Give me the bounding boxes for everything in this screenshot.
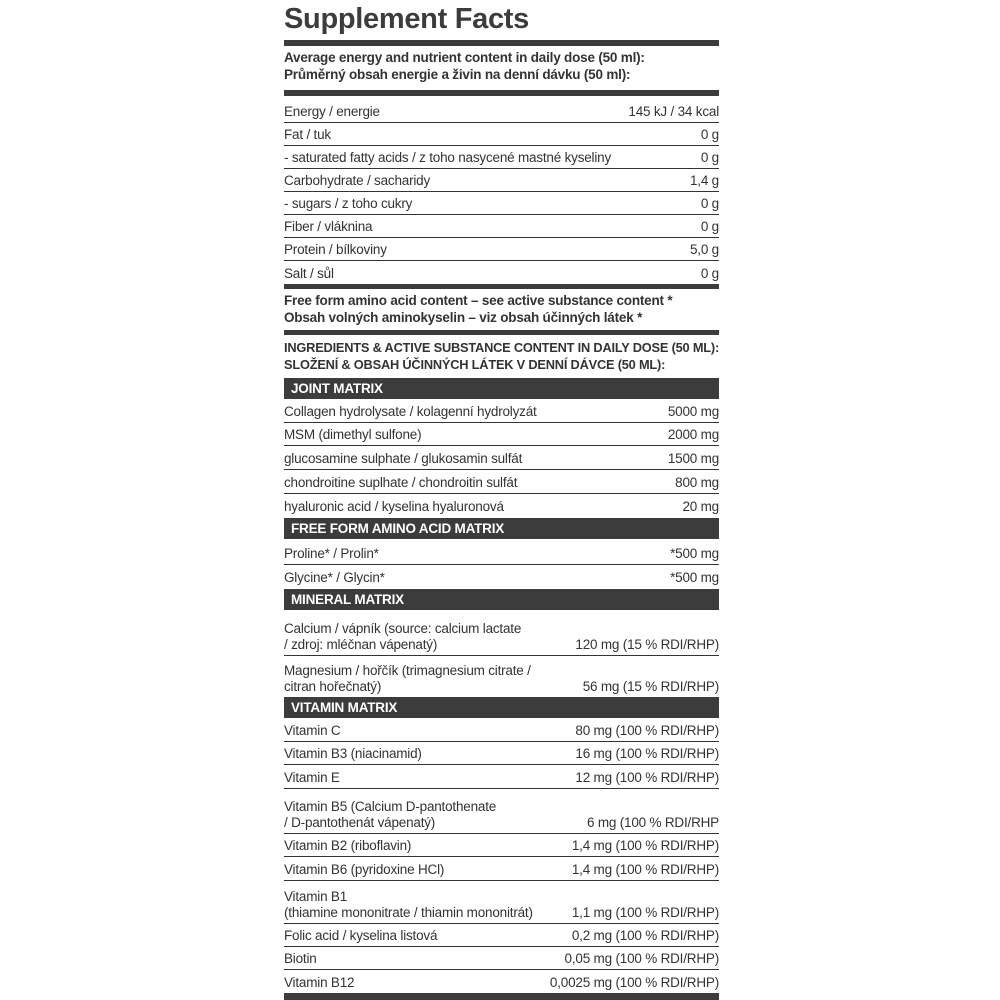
ingredient-value: *500 mg (670, 546, 719, 561)
ingredient-value: 120 mg (15 % RDI/RHP) (575, 637, 719, 652)
ingredient-row (284, 656, 719, 697)
ingredient-name: Glycine* / Glycin* (284, 570, 385, 585)
note-line: Free form amino acid content – see active substance content * (284, 293, 673, 308)
ingredient-row (284, 539, 719, 565)
nutrient-row (284, 192, 719, 215)
nutrient-row (284, 123, 719, 146)
nutrient-name: Energy / energie (284, 104, 380, 119)
nutrient-value: 0 g (700, 266, 719, 281)
ingredient-value: 5000 mg (667, 404, 719, 419)
nutrient-name: Protein / bílkoviny (284, 242, 387, 257)
ingredient-name: Biotin (284, 951, 317, 966)
nutrient-value: 0 g (700, 219, 719, 234)
ingredient-row (284, 742, 719, 765)
nutrient-name: - saturated fatty acids / z toho nasycené mastné kyseliny (284, 150, 612, 165)
ingredient-name: Vitamin B5 (Calcium D-pantothenate / D-pantothenát vápenatý) (284, 799, 497, 830)
ingredient-name: Vitamin B12 (284, 975, 355, 990)
nutrient-row (284, 169, 719, 192)
header-line: INGREDIENTS & ACTIVE SUBSTANCE CONTENT IN DAILY DOSE (50 ML): (284, 340, 720, 355)
section-header-joint-matrix: JOINT MATRIX (284, 378, 719, 399)
free-form-note (284, 292, 719, 326)
nutrient-row (284, 146, 719, 169)
ingredient-value: 800 mg (675, 475, 719, 490)
ingredient-name: chondroitine suplhate / chondroitin sulfát (284, 475, 518, 490)
label-title: Supplement Facts (284, 3, 529, 35)
ingredient-row (284, 947, 719, 970)
ingredient-name: Vitamin B2 (riboflavin) (284, 838, 412, 853)
ingredient-row (284, 399, 719, 423)
ingredient-value: 56 mg (15 % RDI/RHP) (582, 679, 719, 694)
ingredient-row (284, 494, 719, 517)
divider-bar (284, 90, 719, 96)
ingredient-name: Proline* / Prolin* (284, 546, 379, 561)
ingredient-row (284, 423, 719, 446)
ingredient-name: MSM (dimethyl sulfone) (284, 427, 422, 442)
header-line: SLOŽENÍ & OBSAH ÚČINNÝCH LÁTEK V DENNÍ DÁVCE (50 ML): (284, 357, 666, 372)
ingredient-row (284, 881, 719, 924)
ingredient-value: 6 mg (100 % RDI/RHP (587, 815, 719, 830)
ingredient-row (284, 857, 719, 881)
ingredient-name: Vitamin B3 (niacinamid) (284, 746, 422, 761)
ingredient-row (284, 970, 719, 993)
ingredient-row (284, 789, 719, 834)
nutrient-value: 145 kJ / 34 kcal (628, 104, 719, 119)
ingredient-name: Magnesium / hořčík (trimagnesium citrate / citran hořečnatý) (284, 663, 531, 694)
nutrient-value: 0 g (700, 127, 719, 142)
nutrient-value: 0 g (700, 150, 719, 165)
ingredient-value: 12 mg (100 % RDI/RHP) (575, 770, 719, 785)
nutrient-value: 1,4 g (689, 173, 719, 188)
ingredient-row (284, 610, 719, 656)
section-header-amino-acid-matrix: FREE FORM AMINO ACID MATRIX (284, 518, 719, 539)
intro-text (284, 49, 719, 83)
nutrient-row (284, 101, 719, 123)
ingredient-name: Vitamin C (284, 723, 341, 738)
ingredient-value: 0,2 mg (100 % RDI/RHP) (571, 928, 719, 943)
ingredient-name: hyaluronic acid / kyselina hyaluronová (284, 499, 504, 514)
ingredient-value: 1,4 mg (100 % RDI/RHP) (571, 862, 719, 877)
ingredient-name: glucosamine sulphate / glukosamin sulfát (284, 451, 523, 466)
nutrient-name: Fat / tuk (284, 127, 331, 142)
divider-bar (284, 993, 719, 1000)
section-header-mineral-matrix: MINERAL MATRIX (284, 589, 719, 610)
ingredient-row (284, 718, 719, 742)
ingredient-value: 0,05 mg (100 % RDI/RHP) (564, 951, 719, 966)
ingredient-name: Calcium / vápník (source: calcium lactate / zdroj: mléčnan vápenatý) (284, 621, 522, 652)
ingredient-value: 80 mg (100 % RDI/RHP) (575, 723, 719, 738)
ingredient-row (284, 765, 719, 789)
ingredient-row (284, 565, 719, 588)
note-line: Obsah volných aminokyselin – viz obsah účinných látek * (284, 310, 643, 325)
intro-line: Average energy and nutrient content in daily dose (50 ml): (284, 50, 645, 65)
nutrient-name: Salt / sůl (284, 266, 334, 281)
ingredient-name: Folic acid / kyselina listová (284, 928, 438, 943)
ingredient-name: Vitamin B1 (thiamine mononitrate / thiamin mononitrát) (284, 889, 533, 920)
ingredient-name: Collagen hydrolysate / kolagenní hydrolyzát (284, 404, 537, 419)
ingredient-value: 1,4 mg (100 % RDI/RHP) (571, 838, 719, 853)
ingredient-row (284, 446, 719, 470)
ingredient-value: 1,1 mg (100 % RDI/RHP) (571, 905, 719, 920)
nutrient-row (284, 238, 719, 261)
ingredient-row (284, 924, 719, 947)
divider-bar (284, 330, 719, 335)
section-header-vitamin-matrix: VITAMIN MATRIX (284, 697, 719, 718)
ingredient-value: 16 mg (100 % RDI/RHP) (575, 746, 719, 761)
nutrient-row (284, 215, 719, 238)
nutrient-name: - sugars / z toho cukry (284, 196, 413, 211)
ingredient-value: 2000 mg (667, 427, 719, 442)
divider-bar (284, 40, 719, 46)
divider-bar (284, 284, 719, 289)
nutrient-name: Fiber / vláknina (284, 219, 373, 234)
nutrient-name: Carbohydrate / sacharidy (284, 173, 431, 188)
ingredient-name: Vitamin E (284, 770, 340, 785)
ingredient-name: Vitamin B6 (pyridoxine HCl) (284, 862, 445, 877)
ingredient-row (284, 470, 719, 494)
nutrient-row (284, 261, 719, 284)
nutrient-value: 0 g (700, 196, 719, 211)
ingredient-row (284, 834, 719, 857)
intro-line: Průměrný obsah energie a živin na denní dávku (50 ml): (284, 67, 631, 82)
ingredient-value: 20 mg (682, 499, 719, 514)
ingredient-value: 1500 mg (667, 451, 719, 466)
ingredient-value: 0,0025 mg (100 % RDI/RHP) (549, 975, 719, 990)
ingredients-header (284, 339, 719, 373)
ingredient-value: *500 mg (670, 570, 719, 585)
nutrient-value: 5,0 g (689, 242, 719, 257)
